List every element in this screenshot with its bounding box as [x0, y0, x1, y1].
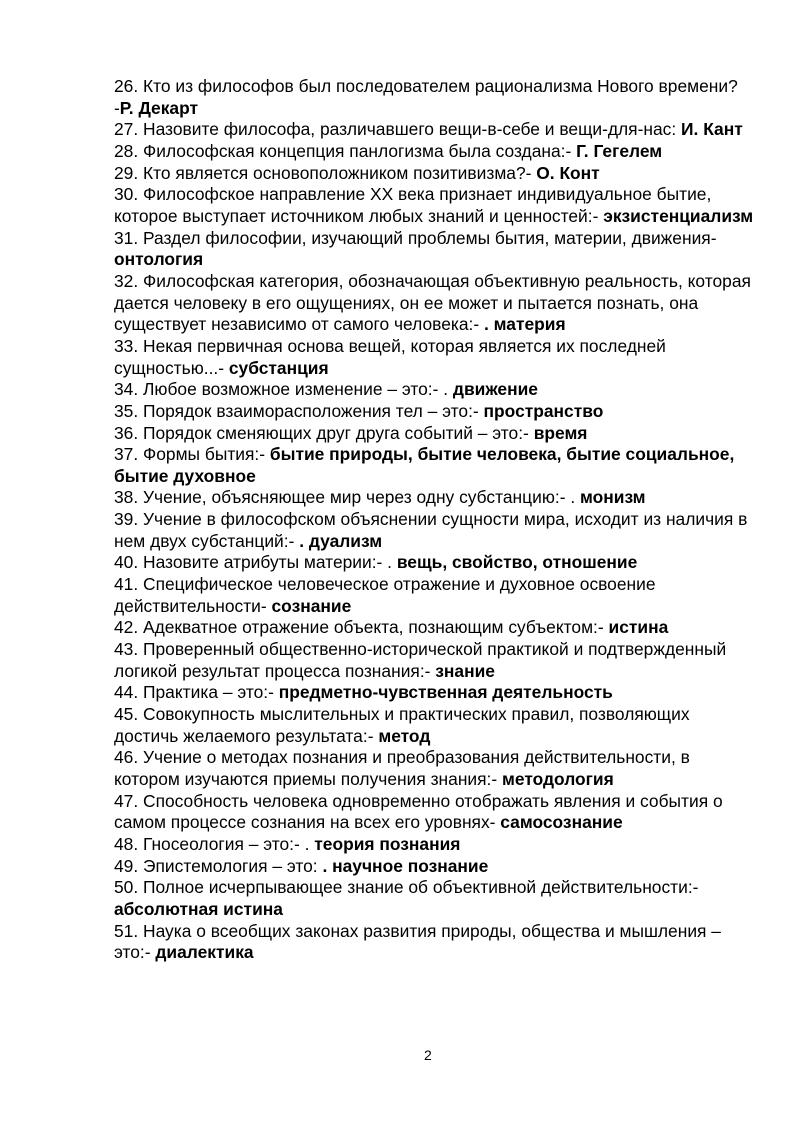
question-text: 35. Порядок взаиморасположения тел – это:- [114, 400, 484, 421]
answer-text: время [533, 422, 588, 443]
question-text: 40. Назовите атрибуты материи:- . [114, 552, 397, 573]
question-text: 27. Назовите философа, различавшего вещи-в-себе и вещи-для-нас: [114, 119, 682, 140]
answer-text: теория познания [314, 833, 461, 854]
answer-text: истина [608, 617, 669, 638]
answer-text: Г. Гегелем [576, 140, 663, 161]
page-number: 2 [424, 1047, 432, 1063]
qa-list [114, 76, 758, 964]
answer-text: субстанция [228, 357, 329, 378]
question-text: 50. Полное исчерпывающее знание об объективной действительности:- [114, 877, 704, 898]
qa-item-46 [114, 747, 754, 790]
answer-text: методология [502, 769, 614, 789]
question-text: 39. Учение в философском объяснении сущности мира, исходит из наличия в нем двух субстанций:- [114, 509, 758, 551]
qa-item-35 [114, 401, 754, 423]
answer-text: онтология [114, 249, 204, 270]
answer-text: сознание [271, 595, 352, 616]
qa-item-30 [114, 184, 754, 227]
question-text: 30. Философское направление XX века признает индивидуальное бытие, которое выступает источником любых знаний и ценностей:- [114, 184, 717, 226]
question-text: 34. Любое возможное изменение – это:- . [114, 379, 453, 400]
question-text: 46. Учение о методах познания и преобразования действительности, в котором изучаются приемы получения знания:- [114, 747, 695, 789]
qa-item-49 [114, 856, 754, 878]
question-text: 32. Философская категория, обозначающая объективную реальность, которая дается человеку в его ощущениях, он ее может и пытается познать, она существует независимо от самого человека:- [114, 270, 756, 335]
question-text: 26. Кто из философов был последователем рационализма Нового времени? - [114, 76, 743, 118]
answer-text: предметно-чувственная деятельность [278, 682, 613, 703]
answer-text: абсолютная истина [114, 898, 283, 919]
qa-item-36 [114, 423, 754, 445]
answer-text: диалектика [155, 942, 254, 963]
answer-text: пространство [483, 400, 604, 421]
answer-text: самосознание [500, 812, 623, 833]
qa-item-31 [114, 228, 754, 271]
qa-item-40 [114, 552, 754, 574]
question-text: 33. Некая первичная основа вещей, которая является их последней сущностью...- [114, 335, 671, 378]
qa-item-26 [114, 76, 754, 119]
qa-item-42 [114, 617, 754, 639]
answer-text: О. Конт [536, 162, 600, 183]
answer-text: бытие природы, бытие человека, бытие социальное, бытие духовное [114, 444, 740, 486]
question-text: 29. Кто является основоположником позитивизма?- [114, 162, 537, 183]
question-text: 36. Порядок сменяющих друг друга событий – это:- [114, 422, 534, 443]
qa-item-29 [114, 163, 754, 185]
question-text: 41. Специфическое человеческое отражение и духовное освоение действительности- [114, 574, 661, 616]
qa-item-38 [114, 487, 754, 509]
answer-text: метод [378, 725, 431, 746]
answer-text: знание [435, 660, 495, 681]
qa-item-41 [114, 574, 754, 617]
answer-text: . дуализм [299, 530, 383, 551]
qa-item-44 [114, 682, 754, 704]
answer-text: . научное познание [322, 855, 489, 876]
question-text: 37. Формы бытия:- [114, 444, 270, 465]
question-text: 44. Практика – это:- [114, 682, 279, 703]
answer-text: Р. Декарт [119, 97, 199, 118]
question-text: 43. Проверенный общественно-исторической практикой и подтвержденный логикой результат процесса познания:- [114, 639, 732, 681]
qa-item-43 [114, 639, 754, 682]
question-text: 47. Способность человека одновременно отображать явления и события о самом процессе сознания на всех его уровнях- [114, 790, 728, 833]
answer-text: . материя [484, 314, 566, 335]
question-text: 48. Гносеология – это:- . [114, 833, 315, 854]
qa-item-45 [114, 704, 754, 747]
qa-item-33 [114, 336, 754, 379]
qa-item-47 [114, 791, 754, 834]
qa-item-48 [114, 834, 754, 856]
answer-text: И. Кант [681, 119, 743, 140]
question-text: 51. Наука о всеобщих законах развития природы, общества и мышления – это:- [114, 920, 726, 963]
qa-item-27 [114, 119, 754, 141]
question-text: 28. Философская концепция панлогизма была создана:- [114, 140, 577, 161]
qa-item-51 [114, 921, 754, 964]
question-text: 38. Учение, объясняющее мир через одну субстанцию:- . [114, 487, 580, 508]
answer-text: экзистенциализм [603, 205, 754, 226]
question-text: 49. Эпистемология – это: [114, 855, 323, 876]
answer-text: движение [452, 379, 538, 400]
question-text: 42. Адекватное отражение объекта, познающим субъектом:- [114, 617, 609, 638]
qa-item-37 [114, 444, 754, 487]
qa-item-32 [114, 271, 754, 336]
qa-item-28 [114, 141, 754, 163]
answer-text: монизм [580, 487, 646, 508]
qa-item-39 [114, 509, 758, 552]
qa-item-50 [114, 877, 754, 920]
question-text: 31. Раздел философии, изучающий проблемы бытия, материи, движения- [114, 227, 722, 248]
qa-item-34 [114, 379, 754, 401]
answer-text: вещь, свойство, отношение [396, 552, 638, 573]
question-text: 45. Совокупность мыслительных и практических правил, позволяющих достичь желаемого результата:- [114, 704, 695, 746]
